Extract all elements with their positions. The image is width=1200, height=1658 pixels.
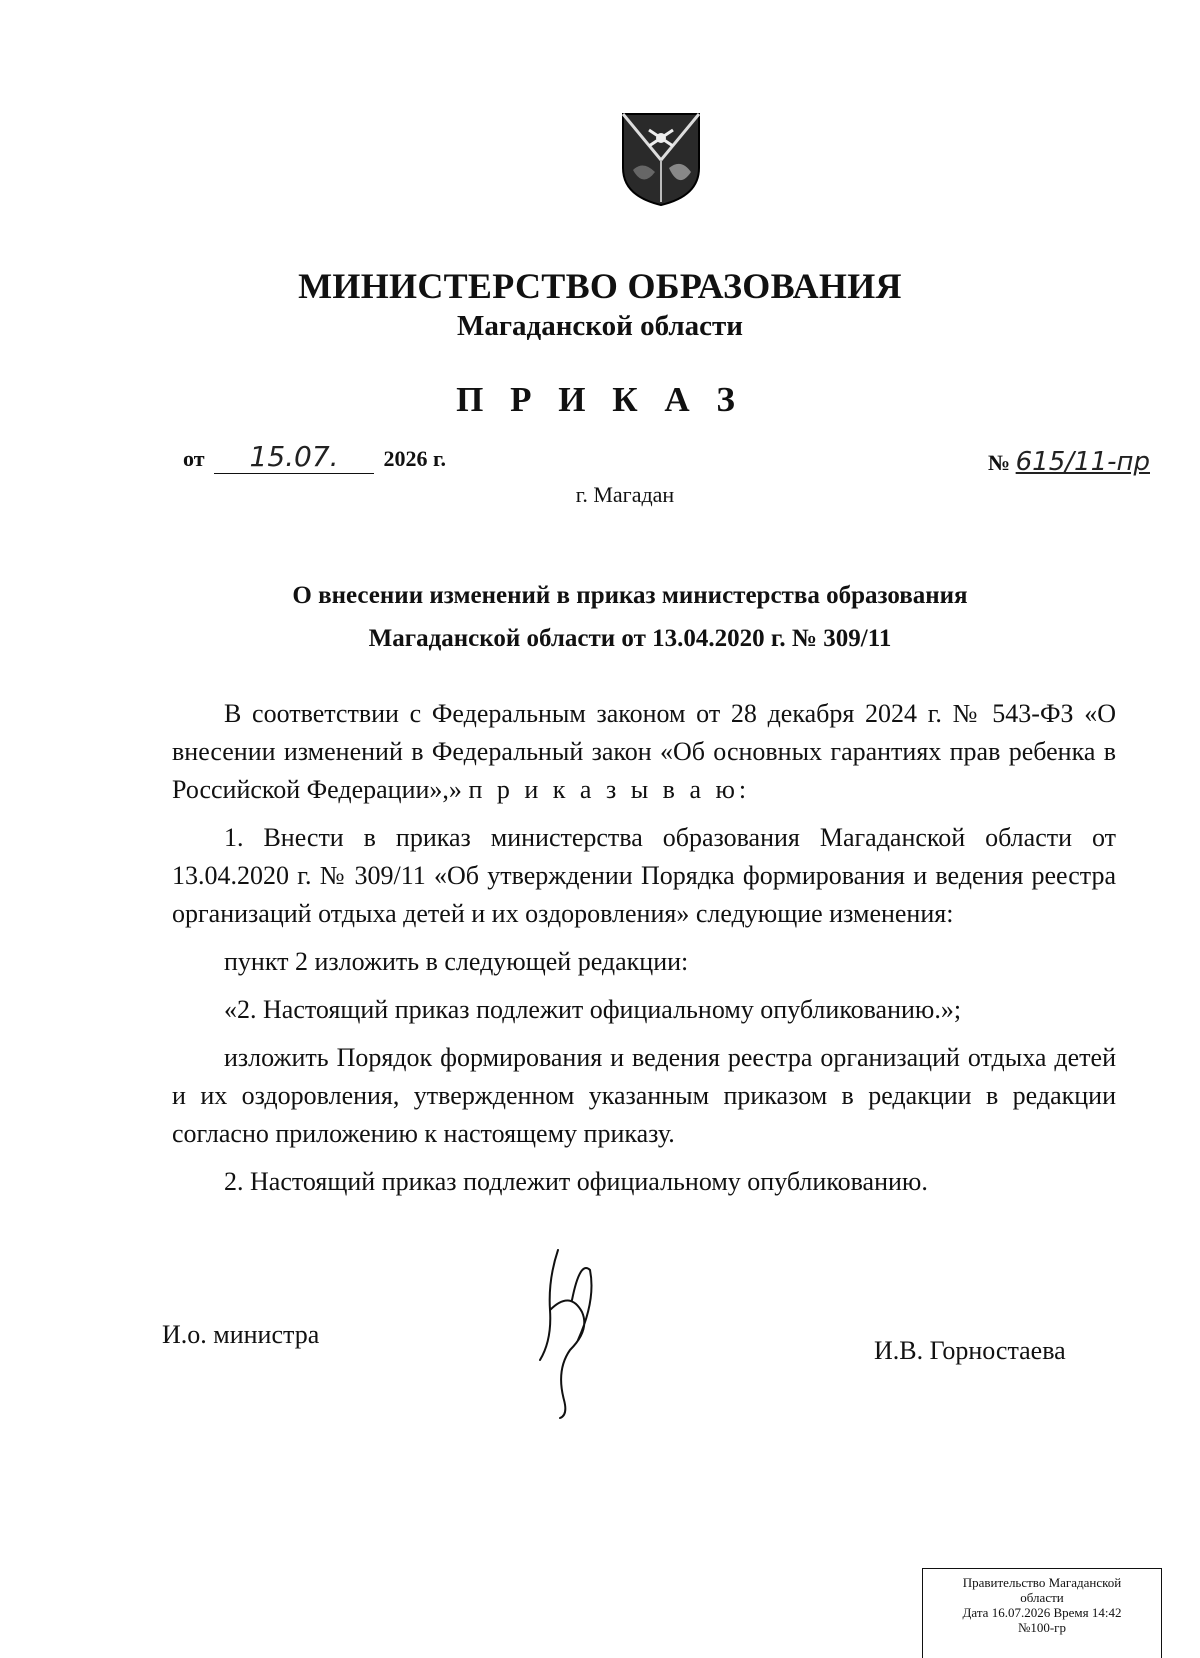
body-paragraph: пункт 2 изложить в следующей редакции: — [224, 947, 689, 976]
date-prefix: от — [183, 446, 205, 471]
subject-line-2: Магаданской области от 13.04.2020 г. № 309/11 — [368, 625, 892, 652]
ministry-region: Магаданской области — [457, 310, 743, 342]
stamp-line: области — [1020, 1590, 1064, 1605]
date-line — [183, 440, 446, 474]
stamp-line: №100-гр — [1017, 1620, 1067, 1635]
order-body — [172, 695, 1116, 1211]
date-handwritten: 15.07. — [249, 440, 339, 473]
preamble-text: В соответствии с Федеральным законом от 28 декабря 2024 г. № 543-ФЗ «О внесении изменений в Федеральный закон «Об основных гарантиях прав ребенка в Российской Федерации»,» — [172, 699, 1116, 804]
number-prefix: № — [988, 450, 1011, 475]
body-paragraph: «2. Настоящий приказ подлежит официальному опубликованию.»; — [224, 995, 962, 1024]
signatory-name: И.В. Горностаева — [874, 1336, 1066, 1365]
document-type-heading: П Р И К А З — [456, 380, 744, 419]
stamp-line: Дата 16.07.2026 Время 14:42 — [962, 1605, 1122, 1620]
signatory-role: И.о. министра — [162, 1320, 320, 1349]
handwritten-signature — [520, 1240, 620, 1420]
city-line: г. Магадан — [575, 482, 675, 507]
body-paragraph: 1. Внести в приказ министерства образования Магаданской области от 13.04.2020 г. № 309/11 «Об утверждении Порядка формирования и ведения реестра организаций отдыха детей и их оздоровления» следующие изменения: — [172, 823, 1116, 928]
stamp-line: Правительство Магаданской — [962, 1575, 1122, 1590]
order-number — [988, 447, 1150, 477]
date-suffix: 2026 г. — [383, 446, 447, 471]
coat-of-arms-emblem — [619, 110, 703, 208]
registration-stamp — [922, 1568, 1162, 1658]
body-paragraph: изложить Порядок формирования и ведения реестра организаций отдыха детей и их оздоровления, утвержденном указанным приказом в редакции в редакции согласно приложению к настоящему приказу. — [172, 1043, 1116, 1148]
date-blank — [214, 440, 374, 474]
body-paragraph: 2. Настоящий приказ подлежит официальному опубликованию. — [224, 1167, 928, 1196]
body-paragraph — [172, 695, 1116, 809]
order-subject — [170, 574, 1090, 660]
ministry-title: МИНИСТЕРСТВО ОБРАЗОВАНИЯ — [298, 266, 902, 306]
order-verb: п р и к а з ы в а ю: — [468, 775, 751, 804]
subject-line-1: О внесении изменений в приказ министерства образования — [292, 582, 968, 609]
number-handwritten: 615/11-пр — [1015, 447, 1150, 477]
